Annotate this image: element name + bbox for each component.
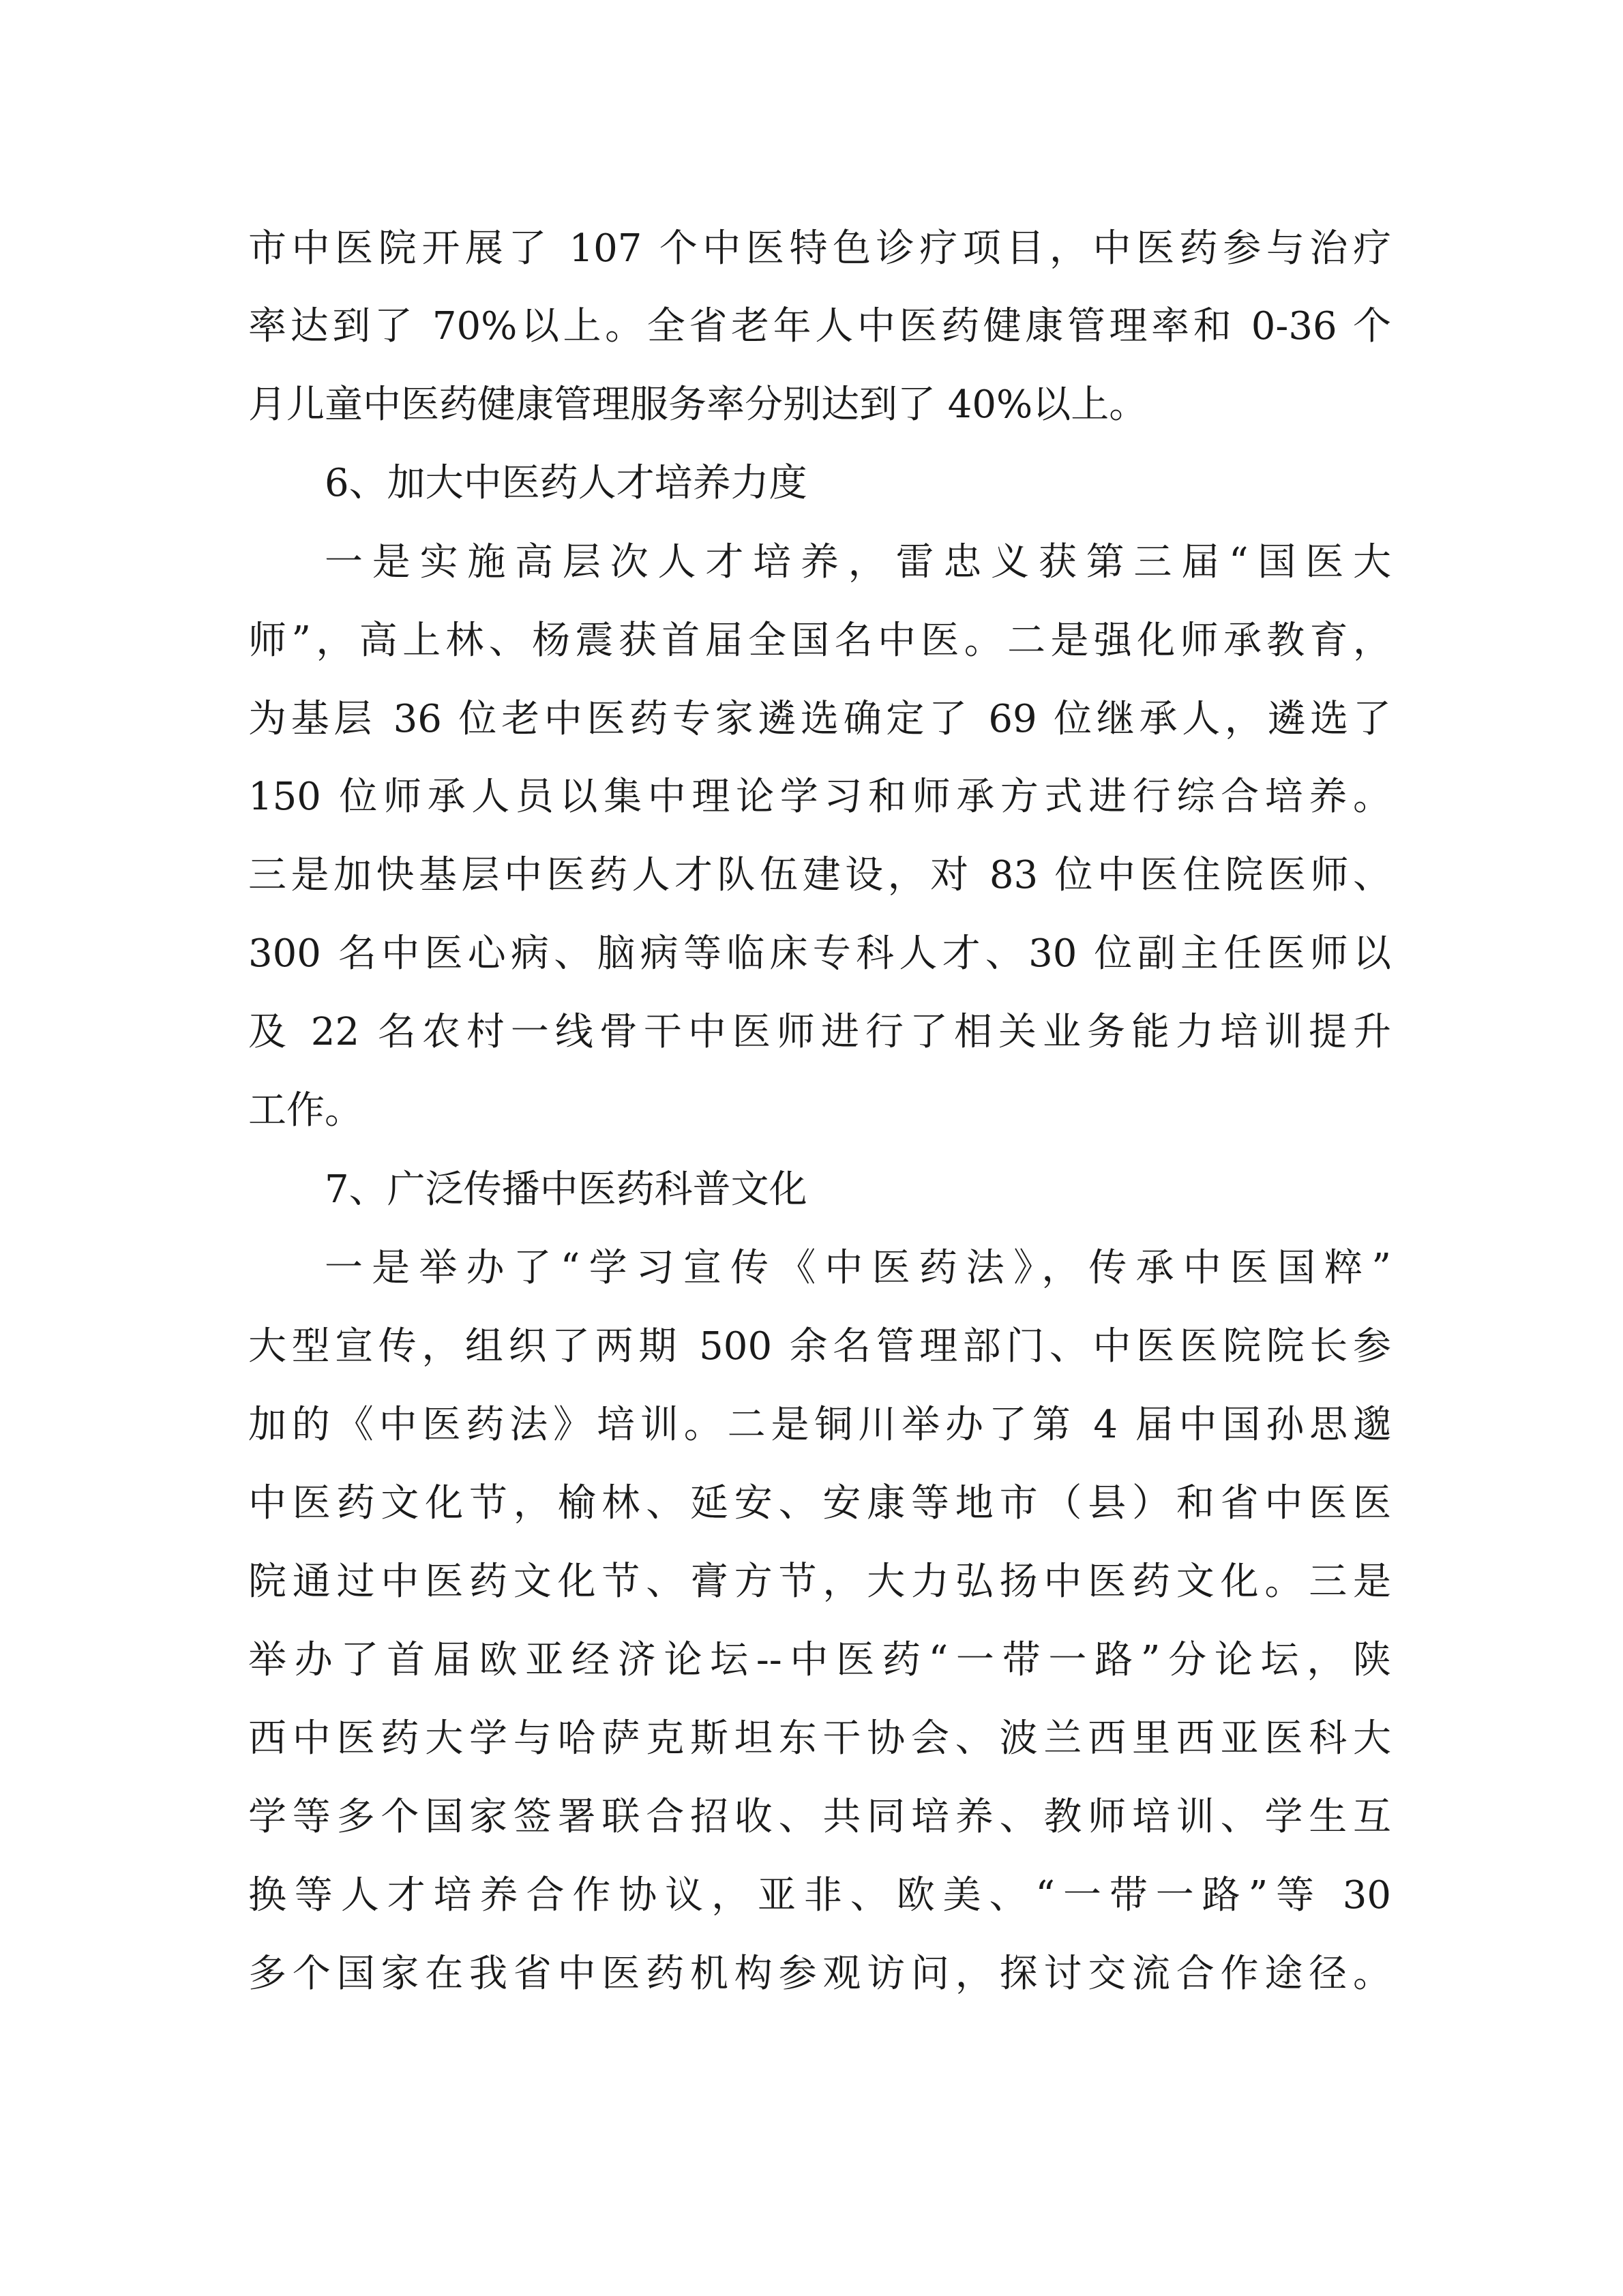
text-line-7: 为基层 36 位老中医药专家遴选确定了 69 位继承人，遴选了 [248,697,1391,741]
text-line-22: 换等人才培养合作协议，亚非、欧美、“一带一路”等 30 [248,1873,1391,1918]
text-line-11: 及 22 名农村一线骨干中医师进行了相关业务能力培训提升 [248,1010,1391,1054]
text-line-5: 一是实施高层次人才培养，雷忠义获第三届“国医大 [325,540,1391,584]
text-line-18: 院通过中医药文化节、膏方节，大力弘扬中医药文化。三是 [248,1560,1391,1604]
text-line-23: 多个国家在我省中医药机构参观访问，探讨交流合作途径。 [248,1952,1391,1996]
text-line-15: 大型宣传，组织了两期 500 余名管理部门、中医医院院长参 [248,1324,1391,1369]
text-line-16: 加的《中医药法》培训。二是铜川举办了第 4 届中国孙思邈 [248,1403,1391,1447]
text-line-20: 西中医药大学与哈萨克斯坦东干协会、波兰西里西亚医科大 [248,1716,1391,1761]
text-line-21: 学等多个国家签署联合招收、共同培养、教师培训、学生互 [248,1795,1391,1839]
text-line-1: 市中医院开展了 107 个中医特色诊疗项目，中医药参与治疗 [248,226,1391,271]
text-line-2: 率达到了 70%以上。全省老年人中医药健康管理率和 0-36 个 [248,304,1391,348]
text-line-9: 三是加快基层中医药人才队伍建设，对 83 位中医住院医师、 [248,853,1391,897]
text-line-12: 工作。 [248,1088,363,1133]
section-heading-6: 6、加大中医药人才培养力度 [325,461,807,505]
text-line-6: 师”，高上林、杨震获首届全国名中医。二是强化师承教育， [248,618,1391,663]
text-line-14: 一是举办了“学习宣传《中医药法》，传承中医国粹” [325,1246,1391,1290]
text-line-8: 150 位师承人员以集中理论学习和师承方式进行综合培养。 [248,775,1391,819]
text-line-3: 月儿童中医药健康管理服务率分别达到了 40%以上。 [248,383,1148,427]
text-line-17: 中医药文化节，榆林、延安、安康等地市（县）和省中医医 [248,1481,1391,1525]
section-heading-7: 7、广泛传播中医药科普文化 [325,1167,807,1212]
text-line-10: 300 名中医心病、脑病等临床专科人才、30 位副主任医师以 [248,931,1391,976]
text-line-19: 举办了首届欧亚经济论坛--中医药“一带一路”分论坛，陕 [248,1638,1391,1682]
